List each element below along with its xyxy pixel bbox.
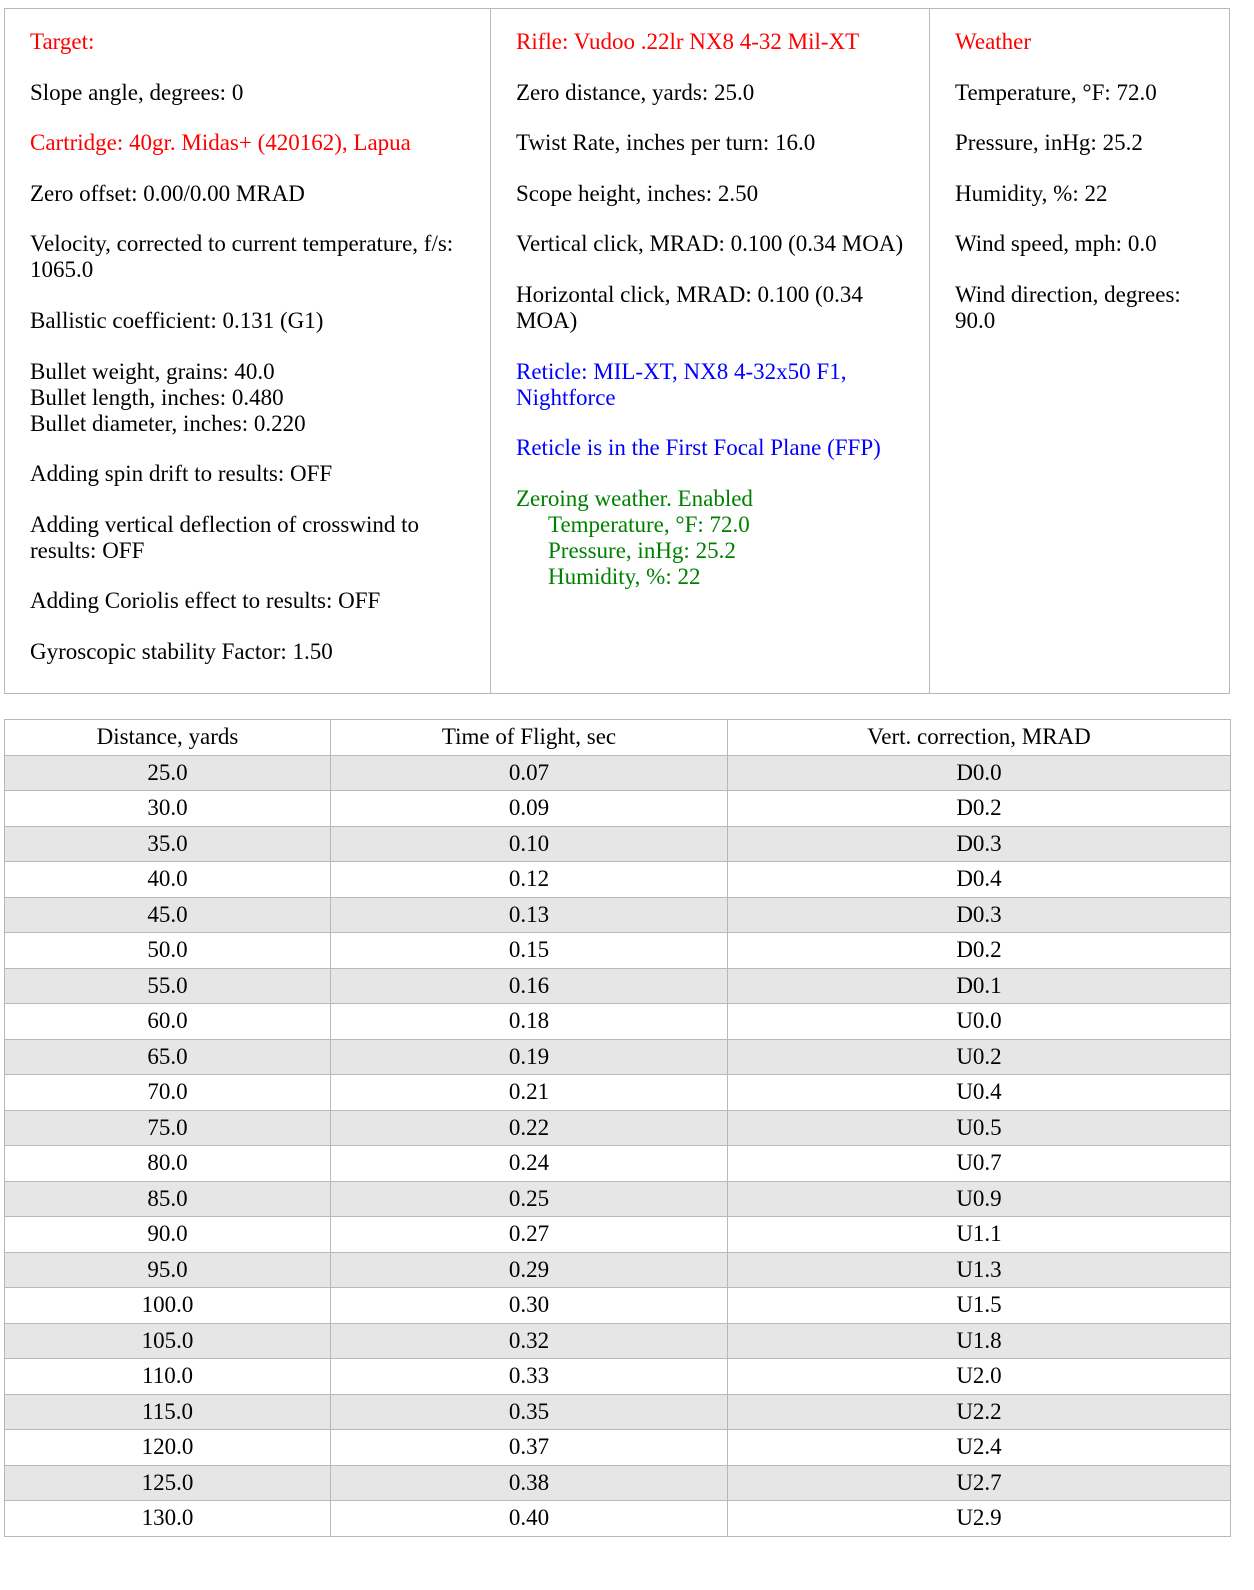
spin-drift-setting: Adding spin drift to results: OFF — [30, 461, 333, 487]
table-row — [5, 1252, 1231, 1288]
vert-correction-cell: U2.9 — [728, 1501, 1231, 1537]
vert-correction-cell: D0.2 — [728, 791, 1231, 827]
reticle-name: Reticle: MIL-XT, NX8 4-32x50 F1, Nightforce — [516, 358, 847, 410]
vert-correction-cell: U2.2 — [728, 1394, 1231, 1430]
bullet-specs — [30, 359, 466, 437]
vert-correction-cell: U0.0 — [728, 1004, 1231, 1040]
distance-cell: 110.0 — [5, 1359, 331, 1395]
distance-cell: 45.0 — [5, 897, 331, 933]
distance-cell: 80.0 — [5, 1146, 331, 1182]
vert-correction-cell: D0.4 — [728, 862, 1231, 898]
table-row — [5, 862, 1231, 898]
weather-heading: Weather — [955, 29, 1032, 54]
wind-speed: Wind speed, mph: 0.0 — [955, 231, 1157, 257]
time-of-flight-cell: 0.10 — [331, 826, 728, 862]
vert-correction-cell: U1.3 — [728, 1252, 1231, 1288]
distance-cell: 95.0 — [5, 1252, 331, 1288]
zeroing-weather-status: Zeroing weather. Enabled — [516, 485, 753, 511]
time-of-flight-cell: 0.25 — [331, 1181, 728, 1217]
time-of-flight-cell: 0.24 — [331, 1146, 728, 1182]
time-of-flight-cell: 0.09 — [331, 791, 728, 827]
distance-cell: 50.0 — [5, 933, 331, 969]
table-row — [5, 1004, 1231, 1040]
vert-correction-cell: D0.1 — [728, 968, 1231, 1004]
distance-cell: 30.0 — [5, 791, 331, 827]
vert-correction-cell: U0.2 — [728, 1039, 1231, 1075]
time-of-flight-cell: 0.33 — [331, 1359, 728, 1395]
table-row — [5, 1039, 1231, 1075]
gyroscopic-stability: Gyroscopic stability Factor: 1.50 — [30, 638, 333, 664]
weather-temperature: Temperature, °F: 72.0 — [955, 79, 1157, 105]
table-row — [5, 1217, 1231, 1253]
table-row — [5, 1465, 1231, 1501]
vert-correction-cell: U0.9 — [728, 1181, 1231, 1217]
distance-cell: 105.0 — [5, 1323, 331, 1359]
focal-plane: Reticle is in the First Focal Plane (FFP) — [516, 435, 881, 461]
zeroing-pressure: Pressure, inHg: 25.2 — [548, 537, 736, 563]
trajectory-table — [4, 719, 1231, 1537]
slope-angle: Slope angle, degrees: 0 — [30, 79, 244, 105]
zeroing-temperature: Temperature, °F: 72.0 — [548, 511, 750, 537]
table-row — [5, 1359, 1231, 1395]
time-of-flight-cell: 0.18 — [331, 1004, 728, 1040]
vert-correction-cell: U0.4 — [728, 1075, 1231, 1111]
header-distance: Distance, yards — [5, 720, 331, 756]
distance-cell: 115.0 — [5, 1394, 331, 1430]
rifle-heading: Rifle: Vudoo .22lr NX8 4-32 Mil-XT — [516, 29, 860, 54]
vert-correction-cell: U2.0 — [728, 1359, 1231, 1395]
distance-cell: 125.0 — [5, 1465, 331, 1501]
distance-cell: 120.0 — [5, 1430, 331, 1466]
distance-cell: 90.0 — [5, 1217, 331, 1253]
time-of-flight-cell: 0.16 — [331, 968, 728, 1004]
distance-cell: 55.0 — [5, 968, 331, 1004]
time-of-flight-cell: 0.19 — [331, 1039, 728, 1075]
weather-humidity: Humidity, %: 22 — [955, 180, 1108, 206]
distance-cell: 70.0 — [5, 1075, 331, 1111]
header-vert-correction: Vert. correction, MRAD — [728, 720, 1231, 756]
weather-column — [930, 9, 1229, 693]
ballistic-coefficient: Ballistic coefficient: 0.131 (G1) — [30, 307, 324, 333]
distance-cell: 40.0 — [5, 862, 331, 898]
table-header-row — [5, 720, 1231, 756]
table-row — [5, 1288, 1231, 1324]
vert-correction-cell: U1.8 — [728, 1323, 1231, 1359]
distance-cell: 65.0 — [5, 1039, 331, 1075]
time-of-flight-cell: 0.07 — [331, 755, 728, 791]
vert-correction-cell: D0.3 — [728, 826, 1231, 862]
distance-cell: 100.0 — [5, 1288, 331, 1324]
horizontal-click: Horizontal click, MRAD: 0.100 (0.34 MOA) — [516, 281, 863, 333]
velocity: Velocity, corrected to current temperature, f/s: 1065.0 — [30, 231, 454, 283]
table-row — [5, 1501, 1231, 1537]
table-row — [5, 968, 1231, 1004]
distance-cell: 75.0 — [5, 1110, 331, 1146]
distance-cell: 130.0 — [5, 1501, 331, 1537]
table-row — [5, 933, 1231, 969]
time-of-flight-cell: 0.12 — [331, 862, 728, 898]
bullet-diameter: Bullet diameter, inches: 0.220 — [30, 410, 306, 436]
target-heading: Target: — [30, 29, 95, 54]
time-of-flight-cell: 0.15 — [331, 933, 728, 969]
bullet-weight: Bullet weight, grains: 40.0 — [30, 358, 275, 384]
vertical-deflection-setting: Adding vertical deflection of crosswind to results: OFF — [30, 511, 419, 563]
scope-height: Scope height, inches: 2.50 — [516, 180, 759, 206]
vert-correction-cell: U0.5 — [728, 1110, 1231, 1146]
distance-cell: 25.0 — [5, 755, 331, 791]
time-of-flight-cell: 0.38 — [331, 1465, 728, 1501]
header-time-of-flight: Time of Flight, sec — [331, 720, 728, 756]
time-of-flight-cell: 0.21 — [331, 1075, 728, 1111]
bullet-length: Bullet length, inches: 0.480 — [30, 384, 284, 410]
table-row — [5, 1075, 1231, 1111]
table-body — [5, 755, 1231, 1536]
vert-correction-cell: U2.7 — [728, 1465, 1231, 1501]
distance-cell: 85.0 — [5, 1181, 331, 1217]
zero-distance: Zero distance, yards: 25.0 — [516, 79, 755, 105]
table-row — [5, 1394, 1231, 1430]
table-row — [5, 1323, 1231, 1359]
time-of-flight-cell: 0.13 — [331, 897, 728, 933]
rifle-column — [491, 9, 930, 693]
vertical-click: Vertical click, MRAD: 0.100 (0.34 MOA) — [516, 231, 904, 257]
vert-correction-cell: U2.4 — [728, 1430, 1231, 1466]
target-column — [5, 9, 491, 693]
time-of-flight-cell: 0.37 — [331, 1430, 728, 1466]
distance-cell: 35.0 — [5, 826, 331, 862]
time-of-flight-cell: 0.29 — [331, 1252, 728, 1288]
zeroing-humidity: Humidity, %: 22 — [548, 563, 701, 589]
table-row — [5, 826, 1231, 862]
table-row — [5, 897, 1231, 933]
time-of-flight-cell: 0.32 — [331, 1323, 728, 1359]
vert-correction-cell: U1.5 — [728, 1288, 1231, 1324]
zero-offset: Zero offset: 0.00/0.00 MRAD — [30, 180, 305, 206]
table-row — [5, 755, 1231, 791]
table-row — [5, 1146, 1231, 1182]
time-of-flight-cell: 0.27 — [331, 1217, 728, 1253]
time-of-flight-cell: 0.22 — [331, 1110, 728, 1146]
table-row — [5, 791, 1231, 827]
table-row — [5, 1110, 1231, 1146]
distance-cell: 60.0 — [5, 1004, 331, 1040]
time-of-flight-cell: 0.35 — [331, 1394, 728, 1430]
coriolis-setting: Adding Coriolis effect to results: OFF — [30, 588, 381, 614]
cartridge-name: Cartridge: 40gr. Midas+ (420162), Lapua — [30, 130, 411, 156]
vert-correction-cell: D0.2 — [728, 933, 1231, 969]
wind-direction: Wind direction, degrees: 90.0 — [955, 281, 1181, 333]
ballistic-info-panel — [4, 8, 1230, 694]
zeroing-weather — [516, 486, 905, 590]
table-row — [5, 1430, 1231, 1466]
weather-pressure: Pressure, inHg: 25.2 — [955, 130, 1143, 156]
time-of-flight-cell: 0.40 — [331, 1501, 728, 1537]
vert-correction-cell: D0.3 — [728, 897, 1231, 933]
time-of-flight-cell: 0.30 — [331, 1288, 728, 1324]
vert-correction-cell: U1.1 — [728, 1217, 1231, 1253]
twist-rate: Twist Rate, inches per turn: 16.0 — [516, 130, 816, 156]
vert-correction-cell: D0.0 — [728, 755, 1231, 791]
vert-correction-cell: U0.7 — [728, 1146, 1231, 1182]
table-row — [5, 1181, 1231, 1217]
